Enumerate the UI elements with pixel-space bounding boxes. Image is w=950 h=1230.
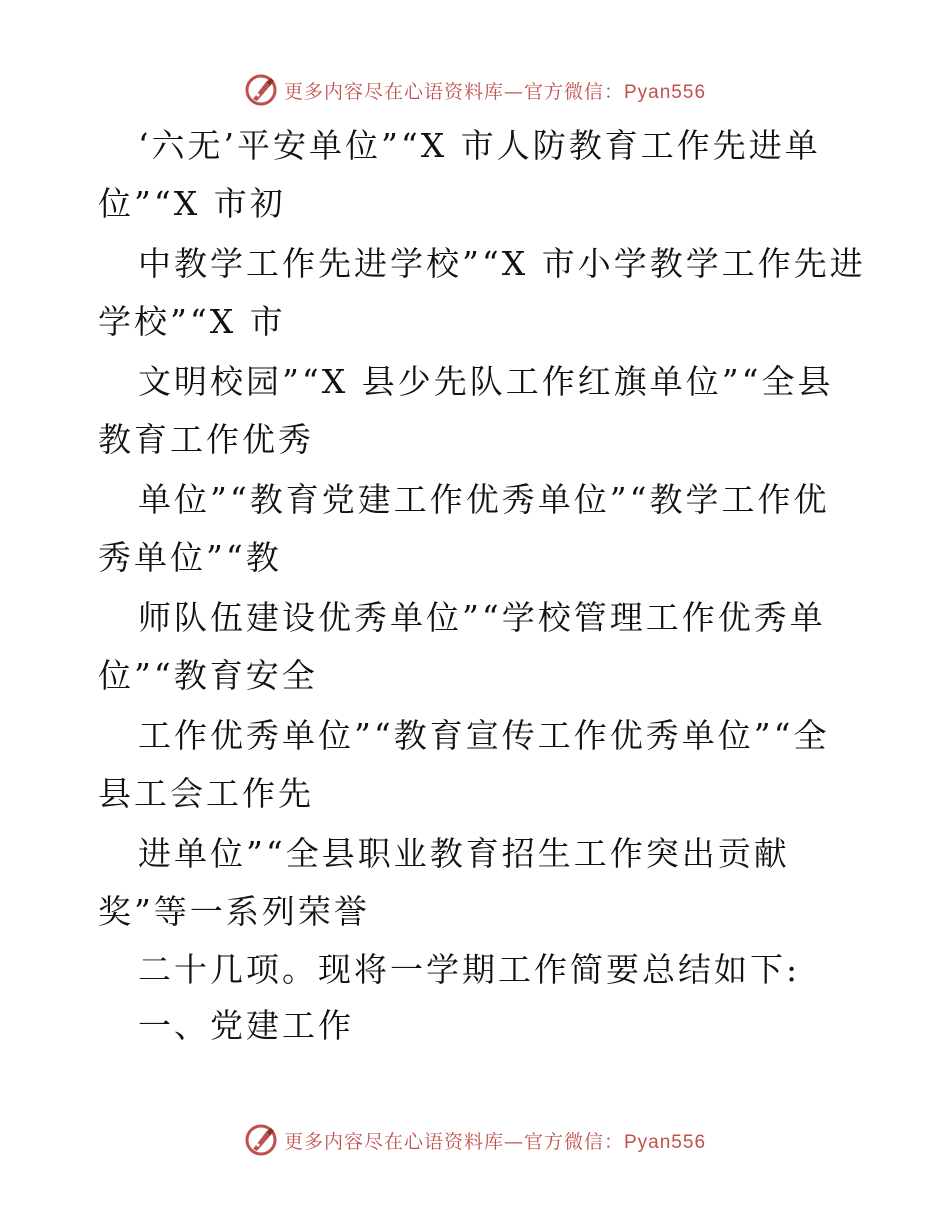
paragraph-line: ‘六无’平安单位”“X 市人防教育工作先进单 [138,126,821,165]
watermark-footer [0,1120,950,1160]
paragraph-line: 学校”“X 市 [98,302,286,341]
paragraph-line: 师队伍建设优秀单位”“学校管理工作优秀单 [138,598,826,637]
paragraph-line: 奖”等一系列荣誉 [98,892,370,931]
paragraph-line: 二十几项。现将一学期工作简要总结如下: [138,950,801,989]
paragraph-line: 进单位”“全县职业教育招生工作突出贡献 [138,834,790,873]
watermark-header [0,70,950,110]
pen-nib-logo-icon [244,1123,278,1157]
section-heading: 一、党建工作 [138,1006,354,1045]
paragraph-line: 单位”“教育党建工作优秀单位”“教学工作优 [138,480,830,519]
paragraph-line: 秀单位”“教 [98,538,282,577]
watermark-text: 更多内容尽在心语资料库—官方微信：Pyan556 [283,1130,707,1153]
paragraph-line: 位”“教育安全 [98,656,318,695]
paragraph-line: 教育工作优秀 [98,420,314,459]
paragraph-line: 中教学工作先进学校”“X 市小学教学工作先进 [138,244,866,283]
paragraph-line: 工作优秀单位”“教育宣传工作优秀单位”“全 [138,716,830,755]
paragraph-line: 位”“X 市初 [98,184,286,223]
paragraph-line: 文明校园”“X 县少先队工作红旗单位”“全县 [138,362,834,401]
paragraph-line: 县工会工作先 [98,774,314,813]
pen-nib-logo-icon [244,73,278,107]
watermark-text: 更多内容尽在心语资料库—官方微信：Pyan556 [283,80,707,103]
